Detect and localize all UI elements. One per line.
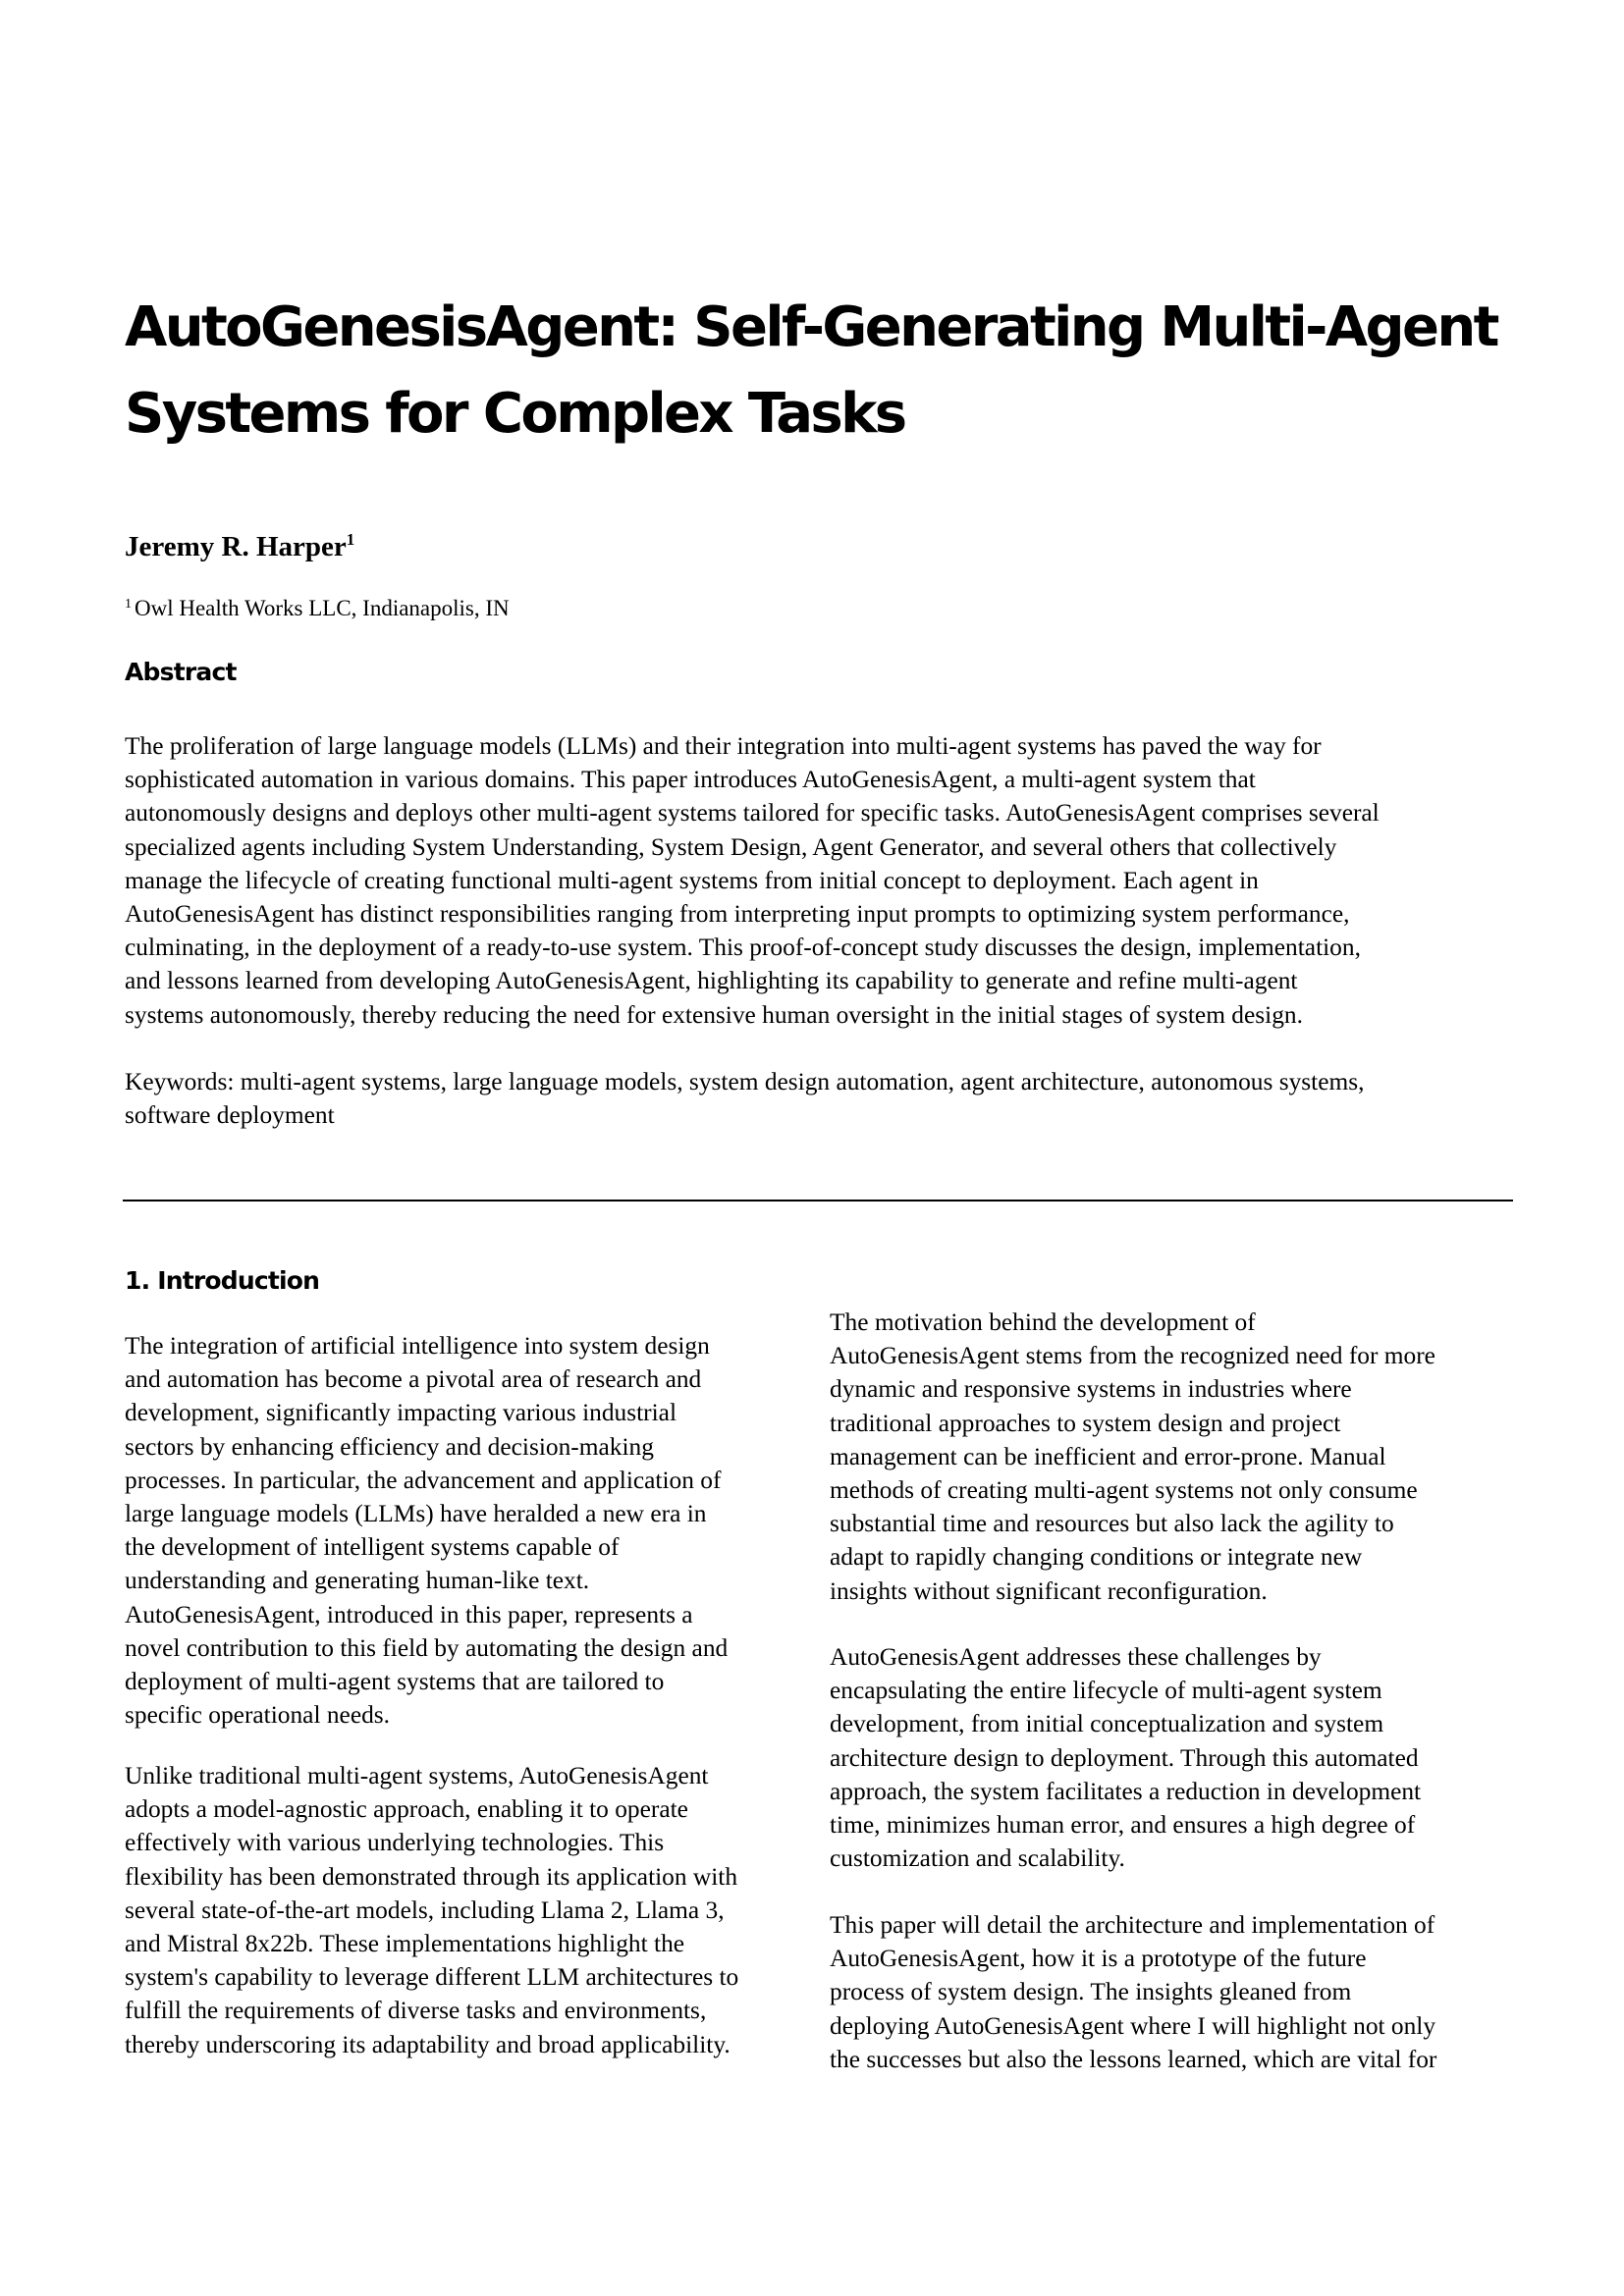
affiliation-text: Owl Health Works LLC, Indianapolis, IN (135, 596, 510, 620)
paragraph-line: deploying AutoGenesisAgent where I will highlight not only (830, 2011, 1436, 2040)
paragraph-line: Unlike traditional multi-agent systems, AutoGenesisAgent (125, 1762, 709, 1789)
paper-title (125, 285, 1539, 457)
paragraph-line: processes. In particular, the advancement and application of (125, 1466, 722, 1494)
paragraph-line: understanding and generating human-like text. (125, 1567, 590, 1595)
paragraph-line: AutoGenesisAgent, how it is a prototype of the future (830, 1945, 1367, 1973)
paragraph-line: The integration of artificial intelligence into system design (125, 1332, 710, 1360)
intro-paragraph (830, 1640, 1517, 1875)
paragraph-line: architecture design to deployment. Through this automated (830, 1743, 1419, 1772)
abstract-line: sophisticated automation in various domains. This paper introduces AutoGenesisAgent, a multi-agent system that (125, 766, 1256, 794)
abstract-heading: Abstract (125, 658, 237, 686)
paragraph-line: novel contribution to this field by automating the design and (125, 1633, 729, 1662)
paragraph-line: deployment of multi-agent systems that are tailored to (125, 1668, 665, 1696)
abstract-line: The proliferation of large language models (LLMs) and their integration into multi-agent systems has paved the way for (125, 732, 1322, 760)
paragraph-line: dynamic and responsive systems in industries where (830, 1375, 1352, 1404)
author-name (125, 530, 354, 563)
paragraph-line: and automation has become a pivotal area of research and (125, 1365, 702, 1394)
abstract-line: AutoGenesisAgent has distinct responsibilities ranging from interpreting input prompts to optimizing system performance, (125, 900, 1350, 929)
title-line: AutoGenesisAgent: Self-Generating Multi-Agent (125, 295, 1497, 359)
paragraph-line: thereby underscoring its adaptability and broad applicability. (125, 2030, 731, 2058)
paragraph-line: and Mistral 8x22b. These implementations highlight the (125, 1930, 685, 1958)
paragraph-line: development, significantly impacting various industrial (125, 1399, 677, 1427)
paragraph-line: traditional approaches to system design and project (830, 1409, 1341, 1437)
paragraph-line: approach, the system facilitates a reduction in development (830, 1777, 1422, 1805)
paragraph-line: several state-of-the-art models, including Llama 2, Llama 3, (125, 1896, 725, 1924)
paragraph-line: The motivation behind the development of (830, 1308, 1256, 1336)
keywords (125, 1065, 1539, 1132)
abstract-line: manage the lifecycle of creating functional multi-agent systems from initial concept to deployment. Each agent in (125, 866, 1259, 894)
paragraph-line: AutoGenesisAgent addresses these challenges by (830, 1643, 1322, 1671)
author-name-text: Jeremy R. Harper (125, 531, 347, 562)
paragraph-line: development, from initial conceptualization and system (830, 1710, 1384, 1738)
introduction-heading: 1. Introduction (125, 1266, 320, 1295)
abstract-line: specialized agents including System Understanding, System Design, Agent Generator, and several others that collectively (125, 832, 1337, 861)
paragraph-line: adapt to rapidly changing conditions or integrate new (830, 1543, 1363, 1572)
paragraph-line: adopts a model-agnostic approach, enabling it to operate (125, 1795, 688, 1824)
paragraph-line: insights without significant reconfiguration. (830, 1576, 1268, 1605)
paragraph-line: sectors by enhancing efficiency and decision-making (125, 1432, 654, 1461)
abstract-line: autonomously designs and deploys other multi-agent systems tailored for specific tasks. AutoGenesisAgent comprises several (125, 799, 1380, 828)
abstract-body (125, 729, 1539, 1032)
intro-paragraph (830, 1908, 1517, 2076)
abstract-line: and lessons learned from developing AutoGenesisAgent, highlighting its capability to generate and refine multi-agent (125, 967, 1298, 995)
paragraph-line: customization and scalability. (830, 1844, 1125, 1873)
paragraph-line: encapsulating the entire lifecycle of multi-agent system (830, 1677, 1382, 1705)
paragraph-line: methods of creating multi-agent systems not only consume (830, 1476, 1418, 1505)
paragraph-line: AutoGenesisAgent, introduced in this paper, represents a (125, 1600, 693, 1629)
paragraph-line: system's capability to leverage different LLM architectures to (125, 1963, 739, 1992)
paragraph-line: the development of intelligent systems capable of (125, 1533, 620, 1562)
paragraph-line: the successes but also the lessons learned, which are vital for (830, 2045, 1437, 2073)
affiliation-mark: 1 (125, 597, 132, 612)
abstract-line: culminating, in the deployment of a ready-to-use system. This proof-of-concept study discusses the design, implementation, (125, 934, 1361, 962)
keywords-line: Keywords: multi-agent systems, large language models, system design automation, agent architecture, autonomous systems, (125, 1068, 1365, 1095)
paragraph-line: process of system design. The insights gleaned from (830, 1978, 1352, 2006)
paragraph-line: This paper will detail the architecture and implementation of (830, 1911, 1435, 1939)
abstract-line: systems autonomously, thereby reducing the need for extensive human oversight in the initial stages of system design. (125, 1000, 1303, 1029)
intro-paragraph (125, 1759, 812, 2061)
author-affiliation-mark: 1 (346, 530, 355, 549)
intro-paragraph (125, 1329, 812, 1732)
paragraph-line: substantial time and resources but also lack the agility to (830, 1510, 1394, 1538)
paragraph-line: time, minimizes human error, and ensures a high degree of (830, 1811, 1416, 1840)
intro-paragraph (830, 1306, 1517, 1608)
section-divider (123, 1200, 1513, 1201)
title-line: Systems for Complex Tasks (125, 382, 905, 446)
keywords-line: software deployment (125, 1101, 335, 1130)
paragraph-line: fulfill the requirements of diverse tasks and environments, (125, 1997, 707, 2025)
paragraph-line: effectively with various underlying technologies. This (125, 1829, 665, 1857)
paragraph-line: specific operational needs. (125, 1701, 391, 1730)
paragraph-line: large language models (LLMs) have heralded a new era in (125, 1500, 707, 1528)
paragraph-line: management can be inefficient and error-prone. Manual (830, 1442, 1386, 1470)
paragraph-line: flexibility has been demonstrated through its application with (125, 1862, 738, 1891)
author-affiliation (125, 596, 510, 621)
paragraph-line: AutoGenesisAgent stems from the recognized need for more (830, 1342, 1435, 1370)
